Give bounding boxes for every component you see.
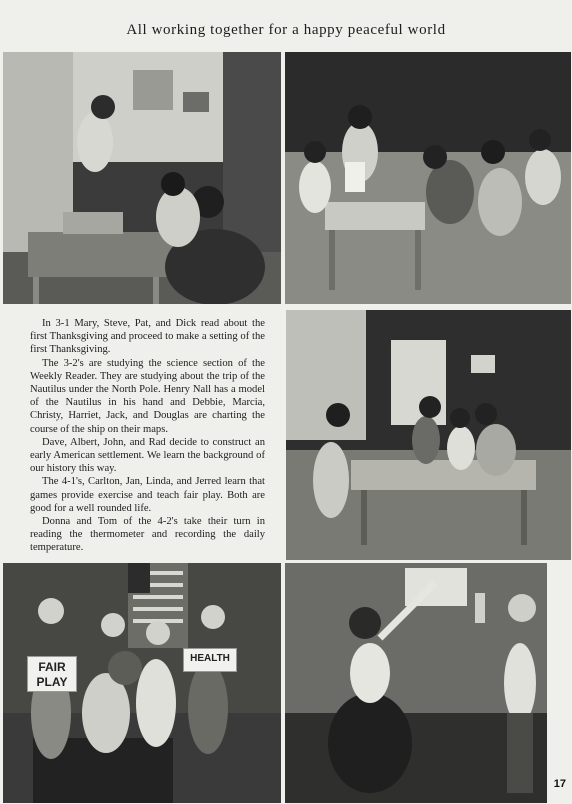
caption-paragraph-5: Donna and Tom of the 4-2's take their turn in reading the thermometer and recording the daily temperature. (30, 516, 265, 554)
caption-text (30, 317, 265, 555)
fair-play-sign-line1: FAIR (38, 660, 66, 674)
health-sign: HEALTH (183, 648, 237, 672)
caption-paragraph-3: Dave, Albert, John, and Rad decide to construct an early American settlement. We learn the background of our history this way. (30, 436, 265, 475)
photo-settlement-project (286, 310, 571, 560)
page-number: 17 (553, 778, 566, 790)
photo-thanksgiving-setting (3, 52, 281, 304)
fair-play-sign (27, 656, 77, 692)
photo-nautilus-class (285, 52, 571, 304)
page-title: All working together for a happy peaceful world (126, 22, 446, 38)
photo-fair-play (3, 563, 281, 803)
fair-play-sign-line2: PLAY (36, 675, 68, 689)
photo-thermometer (285, 563, 547, 803)
caption-paragraph-4: The 4-1's, Carlton, Jan, Linda, and Jerred learn that games provide exercise and teach fair play. Both are good for a well rounded life. (30, 476, 265, 514)
caption-paragraph-1: In 3-1 Mary, Steve, Pat, and Dick read about the first Thanksgiving and proceed to make a setting of the first Thanksgiving. (30, 318, 265, 356)
caption-paragraph-2: The 3-2's are studying the science section of the Weekly Reader. They are studying about the trip of the Nautilus under the North Pole. Henry Nall has a model of the Nautilus in his hand and Debbie, Marcia, Christy, Harriet, Jack, and Douglas are charting the course of the ship on their maps. (30, 357, 265, 435)
